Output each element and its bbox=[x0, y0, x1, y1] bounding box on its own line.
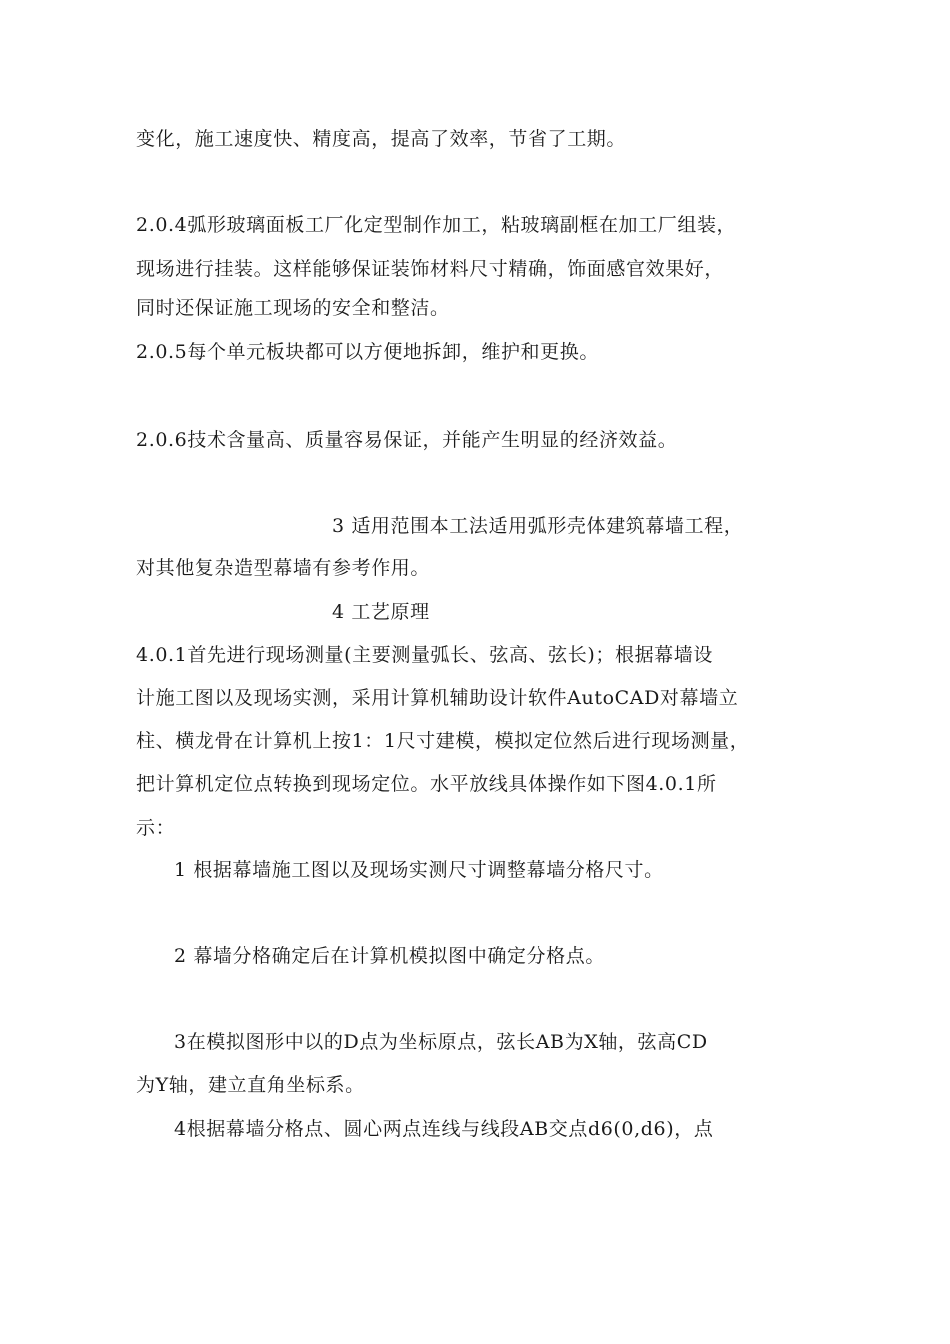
section-heading: 4 工艺原理 bbox=[332, 601, 430, 623]
paragraph-line: 变化，施工速度快、精度高，提高了效率，节省了工期。 bbox=[136, 128, 627, 150]
paragraph-line: 柱、横龙骨在计算机上按1：1尺寸建模，模拟定位然后进行现场测量， bbox=[136, 730, 750, 752]
paragraph-line: 4.0.1首先进行现场测量(主要测量弧长、弦高、弦长)；根据幕墙设 bbox=[136, 644, 713, 666]
paragraph-line: 同时还保证施工现场的安全和整洁。 bbox=[136, 297, 450, 319]
paragraph-line: 示： bbox=[136, 817, 176, 839]
list-item: 4根据幕墙分格点、圆心两点连线与线段AB交点d6(0,d6)，点 bbox=[174, 1118, 714, 1140]
paragraph-line: 现场进行挂装。这样能够保证装饰材料尺寸精确，饰面感官效果好， bbox=[136, 258, 725, 280]
paragraph-line: 2.0.6技术含量高、质量容易保证，并能产生明显的经济效益。 bbox=[136, 429, 678, 451]
list-item: 2 幕墙分格确定后在计算机模拟图中确定分格点。 bbox=[174, 945, 605, 967]
paragraph-line: 对其他复杂造型幕墙有参考作用。 bbox=[136, 557, 431, 579]
paragraph-line: 计施工图以及现场实测，采用计算机辅助设计软件AutoCAD对幕墙立 bbox=[136, 687, 739, 709]
paragraph-line: 2.0.4弧形玻璃面板工厂化定型制作加工，粘玻璃副框在加工厂组装， bbox=[136, 214, 737, 236]
section-heading: 3 适用范围本工法适用弧形壳体建筑幕墙工程， bbox=[332, 515, 744, 537]
paragraph-line: 把计算机定位点转换到现场定位。水平放线具体操作如下图4.0.1所 bbox=[136, 773, 717, 795]
list-item: 1 根据幕墙施工图以及现场实测尺寸调整幕墙分格尺寸。 bbox=[174, 859, 664, 881]
paragraph-line: 为Y轴，建立直角坐标系。 bbox=[136, 1074, 365, 1096]
list-item: 3在模拟图形中以的D点为坐标原点，弦长AB为X轴，弦高CD bbox=[174, 1031, 708, 1053]
paragraph-line: 2.0.5每个单元板块都可以方便地拆卸，维护和更换。 bbox=[136, 341, 599, 363]
